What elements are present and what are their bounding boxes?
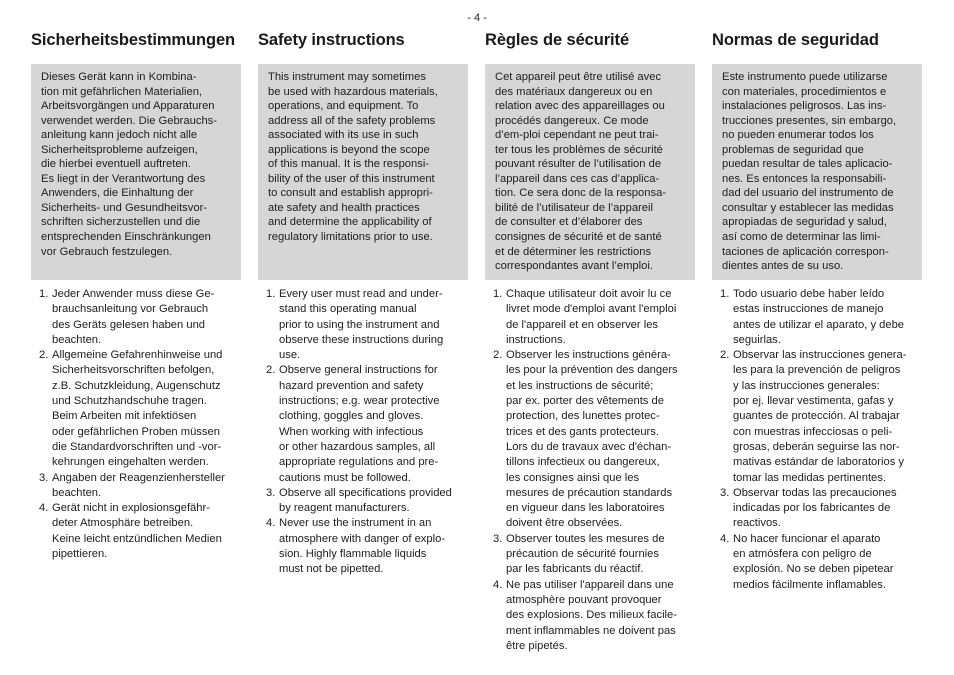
list-item bbox=[712, 486, 922, 532]
section-heading: Sicherheitsbestimmungen bbox=[31, 31, 235, 49]
list-item bbox=[712, 287, 922, 348]
item-text: Angaben der Reagenzienhersteller beachten. bbox=[52, 471, 225, 499]
list-item bbox=[31, 348, 241, 470]
item-text: Todo usuario debe haber leído estas instrucciones de manejo antes de utilizar el aparato, y debe seguirlas. bbox=[733, 288, 905, 346]
item-text: Every user must read and under- stand this operating manual prior to using the instrument and observe these instructions during use. bbox=[279, 288, 444, 362]
item-text: Observe all specifications provided by reagent manufacturers. bbox=[279, 486, 452, 515]
item-number: 3. bbox=[493, 532, 503, 545]
column-spanish bbox=[712, 31, 922, 593]
column-english bbox=[258, 31, 468, 578]
item-number: 1. bbox=[266, 288, 276, 300]
section-heading: Normas de seguridad bbox=[712, 31, 879, 49]
item-text: Observar las instrucciones genera- les para la prevención de peligros y las instrucciones generales: por ej. llevar vestimenta, gafas y guantes de protección. Al trabajar con muestras infecciosas o peli- grosas, deberán seguirse las nor- mativas estándar de laboratorios y tomar las medidas pertinentes. bbox=[733, 349, 907, 484]
list-item bbox=[31, 501, 241, 562]
item-number: 4. bbox=[720, 532, 730, 545]
column-german bbox=[31, 31, 241, 562]
item-number: 2. bbox=[266, 364, 276, 377]
item-text: No hacer funcionar el aparato en atmósfera con peligro de explosión. No se deben pipetear medios fácilmente inflamables. bbox=[733, 532, 894, 591]
intro-box: This instrument may sometimes be used with hazardous materials, operations, and equipment. To address all of the safety problems associated with its use in such applications is beyond the scope of this manual. It is the responsi- bility of the user of this instrument to consult and establish appropri- ate safety and health practices and determine the applicability of regulatory limitations prior to use. bbox=[258, 64, 468, 280]
intro-box: Este instrumento puede utilizarse con materiales, procedimientos e instalaciones peligrosos. Las ins- trucciones presentes, sin embargo, no pueden enumerar todos los problemas de seguridad que puedan resultar de tales aplicacio- nes. Es entonces la responsabili- dad del usuario del instrumento de consultar y establecer las medidas apropiadas de seguridad y salud, así como de determinar las limi- taciones de aplicación correspon- dientes antes de su uso. bbox=[712, 64, 922, 280]
intro-box: Dieses Gerät kann in Kombina- tion mit gefährlichen Materialien, Arbeitsvorgängen und Apparaturen verwendet werden. Die Gebrauchs- anleitung kann jedoch nicht alle Sicherheitsprobleme aufzeigen, die hierbei eventuell auftreten. Es liegt in der Verantwortung des Anwenders, die Einhaltung der Sicherheits- und Gesundheitsvor- schriften sicherzustellen und die entsprechenden Einschränkungen vor Gebrauch festzulegen. bbox=[31, 64, 241, 280]
list-item bbox=[258, 486, 468, 517]
item-text: Chaque utilisateur doit avoir lu ce livret mode d'emploi avant l'emploi de l'appareil et en observer les instructions. bbox=[506, 288, 677, 346]
instruction-list bbox=[485, 287, 695, 654]
list-item bbox=[485, 578, 695, 654]
item-number: 3. bbox=[266, 486, 276, 499]
instruction-list bbox=[258, 287, 468, 578]
item-text: Observer toutes les mesures de précaution de sécurité fournies par les fabricants du réactif. bbox=[506, 532, 665, 576]
item-number: 3. bbox=[39, 471, 49, 484]
section-heading: Safety instructions bbox=[258, 31, 405, 49]
list-item bbox=[31, 471, 241, 502]
item-text: Allgemeine Gefahrenhinweise und Sicherheitsvorschriften befolgen, z.B. Schutzkleidung, Augenschutz und Schutzhandschuhe tragen. Beim Arbeiten mit infektiösen oder gefährlichen Proben müssen die Standardvorschriften und -vor- kehrungen eingehalten werden. bbox=[52, 349, 223, 469]
item-number: 1. bbox=[493, 288, 503, 300]
list-item bbox=[258, 363, 468, 485]
section-heading: Règles de sécurité bbox=[485, 31, 630, 49]
list-item bbox=[258, 287, 468, 363]
intro-box: Cet appareil peut être utilisé avec des matériaux dangereux ou en relation avec des appareillages ou procédés dangereux. Ce mode d’em-ploi cependant ne peut trai- ter tous les problèmes de sécurité pouvant résulter de l’utilisation de l’appareil dans ces cas d’applica- tion. Ce sera donc de la responsa- bilité de l’utilisateur de l’appareil de consulter et d’élaborer des consignes de sécurité et de santé et de déterminer les restrictions correspondantes avant l’emploi. bbox=[485, 64, 695, 280]
item-number: 1. bbox=[39, 288, 49, 300]
list-item bbox=[712, 348, 922, 486]
item-text: Jeder Anwender muss diese Ge- brauchsanleitung vor Gebrauch des Geräts gelesen haben und beachten. bbox=[52, 288, 215, 346]
item-number: 1. bbox=[720, 288, 730, 300]
item-text: Observar todas las precauciones indicadas por los fabricantes de reactivos. bbox=[733, 486, 897, 530]
item-number: 2. bbox=[493, 349, 503, 362]
item-text: Never use the instrument in an atmosphere with danger of explo- sion. Highly flammable liquids must not be pipetted. bbox=[279, 517, 446, 576]
list-item bbox=[485, 287, 695, 348]
item-number: 2. bbox=[720, 349, 730, 362]
item-number: 4. bbox=[39, 502, 49, 515]
list-item bbox=[485, 348, 695, 532]
page-number: - 4 - bbox=[467, 12, 487, 24]
item-number: 4. bbox=[493, 578, 503, 591]
column-french bbox=[485, 31, 695, 654]
list-item bbox=[712, 532, 922, 593]
instruction-list bbox=[31, 287, 241, 562]
list-item bbox=[258, 516, 468, 577]
item-number: 2. bbox=[39, 349, 49, 362]
item-text: Observe general instructions for hazard prevention and safety instructions; e.g. wear protective clothing, goggles and gloves. When working with infectious or other hazardous samples, all appropriate regulations and pre- cautions must be followed. bbox=[279, 364, 440, 484]
list-item bbox=[31, 287, 241, 348]
item-text: Gerät nicht in explosionsgefähr- deter Atmosphäre betreiben. Keine leicht entzündlichen Medien pipettieren. bbox=[52, 502, 222, 561]
item-text: Ne pas utiliser l'appareil dans une atmosphère pouvant provoquer des explosions. Des milieux facile- ment inflammables ne doivent pas être pipetés. bbox=[506, 578, 677, 652]
item-text: Observer les instructions généra- les pour la prévention des dangers et les instructions de sécurité; par ex. porter des vêtements de protection, des lunettes protec- trices et des gants protecteurs. Lors du de travaux avec d'échan- tillons infectieux ou dangereux, les consignes ainsi que les mesures de précaution standards en vigueur dans les laboratoires doivent être observées. bbox=[506, 349, 678, 530]
instruction-list bbox=[712, 287, 922, 593]
list-item bbox=[485, 532, 695, 578]
item-number: 3. bbox=[720, 486, 730, 499]
item-number: 4. bbox=[266, 517, 276, 530]
